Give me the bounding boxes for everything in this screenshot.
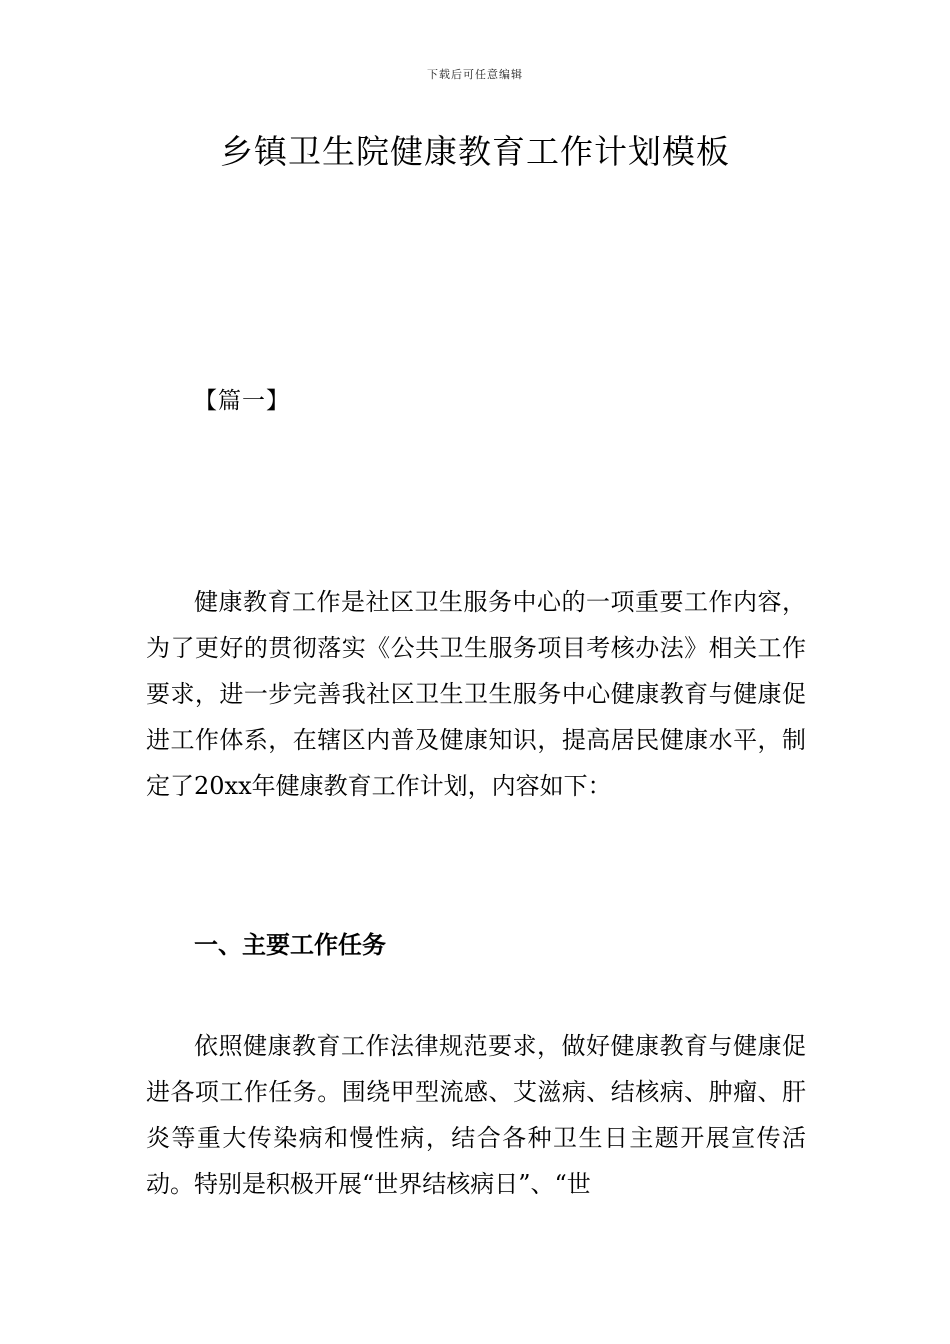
header-note: 下载后可任意编辑 [427, 68, 523, 81]
document-title: 乡镇卫生院健康教育工作计划模板 [220, 132, 730, 171]
intro-paragraph: 健康教育工作是社区卫生服务中心的一项重要工作内容，为了更好的贯彻落实《公共卫生服务项目考核办法》相关工作要求，进一步完善我社区卫生卫生服务中心健康教育与健康促进工作体系，在辖区内普及健康知识，提高居民健康水平，制定了20xx年健康教育工作计划，内容如下： [146, 588, 806, 800]
task-paragraph: 依照健康教育工作法律规范要求，做好健康教育与健康促进各项工作任务。围绕甲型流感、艾滋病、结核病、肿瘤、肝炎等重大传染病和慢性病，结合各种卫生日主题开展宣传活动。特别是积极开展“世界结核病日”、“世 [146, 1032, 806, 1198]
section-tag: 【篇一】 [194, 388, 290, 414]
section-heading: 一、主要工作任务 [194, 930, 386, 959]
